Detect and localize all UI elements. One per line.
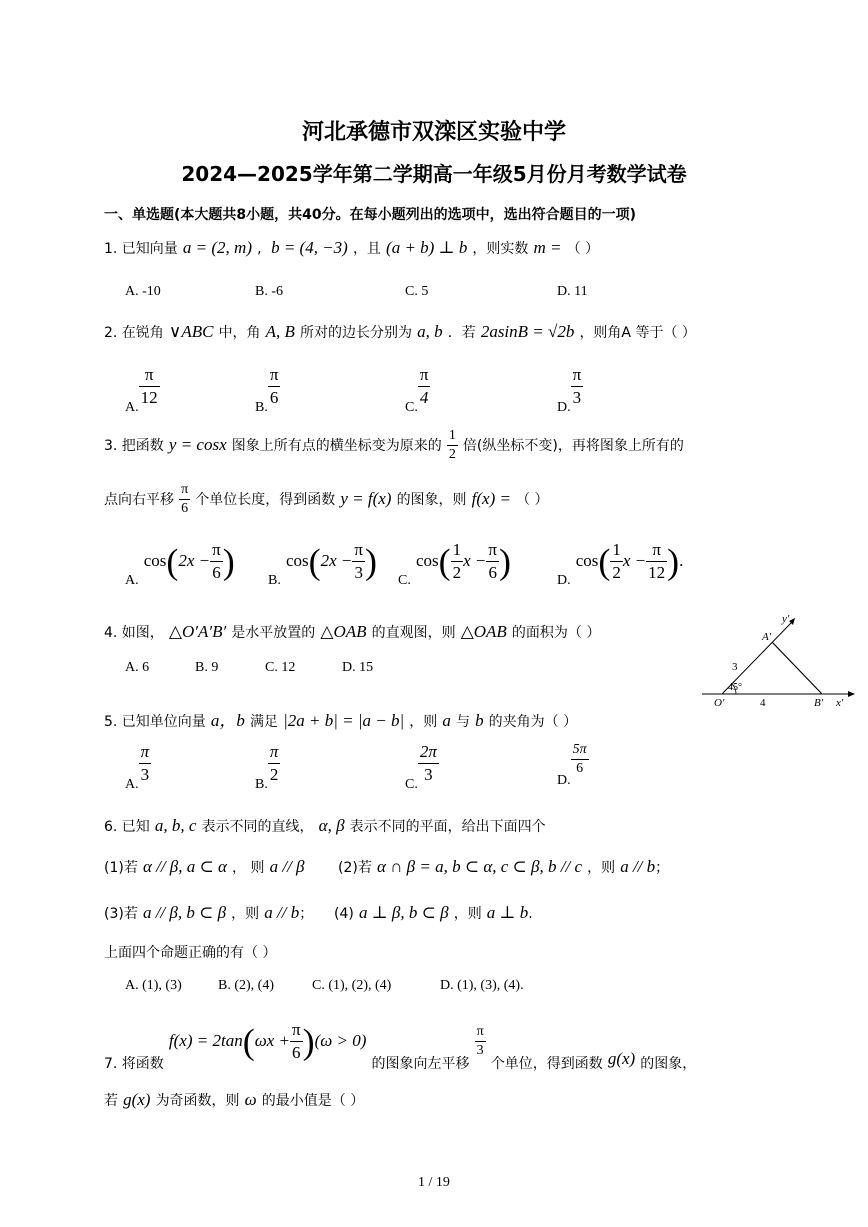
q7-tail: 的图象， bbox=[640, 1056, 697, 1072]
question-7: 7. 将函数 f(x) = 2tan(ωx + $\frac{\pi}{6}$ )(ω > 0) 的图象向左平移 $\frac{\pi}{3}$ 个单位，得到函数 g(x) 的图象， bbox=[104, 1020, 697, 1072]
q5-tail-mid: 与 bbox=[455, 714, 470, 730]
q2-mid3: ．若 bbox=[447, 325, 476, 341]
q2-option-c[interactable]: C. $\frac{\pi}{4}$ bbox=[405, 365, 429, 415]
q1-vec-a: a = (2, m) bbox=[182, 238, 252, 257]
q7-mid: 的图象向左平移 bbox=[371, 1056, 470, 1072]
q2-sides: a, b bbox=[417, 322, 443, 341]
q3-func: y = cosx bbox=[168, 435, 227, 454]
q2-option-d[interactable]: D. $\frac{\pi}{3}$ bbox=[557, 365, 582, 415]
side-label: 3 bbox=[732, 661, 738, 673]
q3-half: $\frac{1}{2}$ bbox=[448, 428, 456, 462]
q3-tail: 倍(纵坐标不变)，再将图象上所有的 bbox=[462, 438, 684, 454]
section-title: 一、单选题(本大题共8小题，共40分。在每小题列出的选项中，选出符合题目的一项) bbox=[104, 207, 637, 223]
q6-planes: α, β bbox=[318, 816, 345, 835]
question-1: 1. 已知向量 a = (2, m) , b = (4, −3) ，且 (a + b) ⊥ b ，则实数 m = （ ） bbox=[104, 238, 600, 257]
q2-equation: 2asinB = √2b bbox=[480, 322, 575, 341]
q6-mid: 表示不同的直线， bbox=[201, 819, 314, 835]
q3-f-ask: f(x) = bbox=[471, 489, 511, 508]
point-a-label: A′ bbox=[762, 631, 772, 643]
question-2 bbox=[104, 322, 696, 342]
q2-angles: A, B bbox=[265, 322, 295, 341]
q1-prefix: 1. 已知向量 bbox=[104, 241, 178, 257]
q6-option-c[interactable]: C. (1), (2), (4) bbox=[312, 978, 392, 993]
q4-tri2: △OAB bbox=[320, 622, 367, 641]
q5-tail: 的夹角为（ ） bbox=[488, 714, 578, 730]
q1-option-b[interactable]: B. -6 bbox=[255, 284, 283, 299]
q5-mid: 满足 bbox=[250, 714, 278, 730]
q6-proposition-4: (4) a ⊥ β, b ⊂ β ，则 a ⊥ b. bbox=[334, 903, 533, 922]
q1-tail-pre: ，则实数 bbox=[472, 241, 529, 257]
q7-mid2: 个单位，得到函数 bbox=[490, 1056, 603, 1072]
origin-label: O′ bbox=[714, 697, 725, 709]
question-3 bbox=[104, 428, 684, 463]
q4-tri1: △O′A′B′ bbox=[168, 622, 227, 641]
q6-proposition-3: (3)若 a // β, b ⊂ β ，则 a // b； bbox=[104, 903, 314, 922]
school-title: 河北承德市双滦区实验中学 bbox=[301, 120, 566, 145]
q2-prefix: 2. 在锐角 bbox=[104, 325, 164, 341]
q4-mid: 是水平放置的 bbox=[231, 625, 316, 641]
q1-cond-pre: ，且 bbox=[352, 241, 381, 257]
q2-tail: ，则角A 等于（ ） bbox=[579, 325, 696, 341]
q5-option-a[interactable]: A. $\frac{\pi}{3}$ bbox=[125, 742, 150, 792]
q5-va: a bbox=[442, 711, 451, 730]
question-5 bbox=[104, 706, 577, 731]
q3-line2-pre: 点向右平移 bbox=[104, 492, 174, 508]
q5-option-d[interactable]: D. $\frac{5\pi}{6}$ bbox=[557, 742, 587, 788]
q1-tail: （ ） bbox=[566, 241, 600, 257]
q2-option-b[interactable]: B. $\frac{\pi}{6}$ bbox=[255, 365, 279, 415]
q7-g: g(x) bbox=[607, 1049, 636, 1068]
q6-option-d[interactable]: D. (1), (3), (4). bbox=[440, 978, 524, 993]
q4-mid2: 的直观图，则 bbox=[371, 625, 456, 641]
q6-prefix: 6. 已知 bbox=[104, 819, 150, 835]
question-3-line2 bbox=[104, 482, 549, 517]
q6-tail: 表示不同的平面，给出下面四个 bbox=[349, 819, 546, 835]
q2-triangle: ∨ABC bbox=[168, 322, 214, 341]
q3-shift: $\frac{\pi}{6}$ bbox=[181, 482, 189, 516]
q5-equation: |2a + b| = |a − b| bbox=[283, 711, 405, 730]
q3-line2-mid: 个单位长度，得到函数 bbox=[195, 492, 336, 508]
q4-option-c[interactable]: C. 12 bbox=[265, 660, 296, 675]
q1-cond: (a + b) ⊥ b bbox=[386, 238, 468, 257]
q5-option-b[interactable]: B. $\frac{\pi}{2}$ bbox=[255, 742, 279, 792]
q4-tri3: △OAB bbox=[460, 622, 507, 641]
q4-option-a[interactable]: A. 6 bbox=[125, 660, 150, 675]
q6-option-b[interactable]: B. (2), (4) bbox=[218, 978, 274, 993]
q7-shift: $\frac{\pi}{3}$ bbox=[476, 1024, 484, 1058]
question-4 bbox=[104, 622, 600, 642]
q2-mid1: 中，角 bbox=[218, 325, 261, 341]
q4-figure bbox=[700, 610, 860, 715]
q6-lines: a, b, c bbox=[154, 816, 197, 835]
q6-option-a[interactable]: A. (1), (3) bbox=[125, 978, 182, 993]
q5-prefix: 5. 已知单位向量 bbox=[104, 714, 206, 730]
x-axis-label: x′ bbox=[836, 697, 844, 709]
q3-prefix: 3. 把函数 bbox=[104, 438, 164, 454]
q6-question: 上面四个命题正确的有（ ） bbox=[104, 945, 277, 961]
q1-option-d[interactable]: D. 11 bbox=[557, 284, 588, 299]
page-number: 1 / 19 bbox=[418, 1175, 450, 1190]
q6-proposition-1: (1)若 α // β, a ⊂ α ， 则 a // β bbox=[104, 857, 305, 876]
q5-vectors: a，b bbox=[210, 711, 245, 730]
q4-prefix: 4. 如图， bbox=[104, 625, 164, 641]
q4-option-d[interactable]: D. 15 bbox=[342, 660, 374, 675]
q5-option-c[interactable]: C. $\frac{2\pi}{3}$ bbox=[405, 742, 437, 792]
point-b-label: B′ bbox=[814, 697, 824, 709]
q1-option-a[interactable]: A. -10 bbox=[125, 284, 161, 299]
q5-vb: b bbox=[475, 711, 484, 730]
q3-option-c[interactable]: C. cos( $\frac{1}{2}$ x − $\frac{\pi}{6}$ ) bbox=[398, 540, 511, 588]
q3-option-a[interactable]: A. cos(2x − $\frac{\pi}{6}$ ) bbox=[125, 540, 235, 588]
question-7-line2: 若 g(x) 为奇函数，则 ω 的最小值是（ ） bbox=[104, 1090, 365, 1109]
angle-label: 45° bbox=[728, 682, 742, 693]
exam-title: 2024—2025学年第二学期高一年级5月份月考数学试卷 bbox=[181, 162, 687, 186]
q1-m: m = bbox=[533, 238, 562, 257]
q7-func: f(x) = 2tan bbox=[168, 1031, 243, 1050]
q3-option-d[interactable]: D. cos( $\frac{1}{2}$ x − $\frac{\pi}{12}$ ). bbox=[557, 540, 684, 588]
q3-line2-mid2: 的图象，则 bbox=[396, 492, 467, 508]
q5-tail-pre: ，则 bbox=[409, 714, 438, 730]
segment-ab bbox=[772, 642, 822, 694]
q7-prefix: 7. 将函数 bbox=[104, 1056, 164, 1072]
base-label: 4 bbox=[760, 697, 766, 709]
q4-tail: 的面积为（ ） bbox=[511, 625, 601, 641]
q6-proposition-2: (2)若 α ∩ β = a, b ⊂ α, c ⊂ β, b // c ，则 a // b； bbox=[338, 857, 670, 876]
q1-option-c[interactable]: C. 5 bbox=[405, 284, 429, 299]
q2-option-a[interactable]: A. $\frac{\pi}{12}$ bbox=[125, 365, 158, 415]
q3-line2-tail: （ ） bbox=[516, 492, 549, 508]
q3-mid: 图象上所有点的横坐标变为原来的 bbox=[231, 438, 442, 454]
x-axis bbox=[702, 691, 855, 697]
q3-f-eq: y = f(x) bbox=[340, 489, 392, 508]
q3-option-b[interactable]: B. cos(2x − $\frac{\pi}{3}$ ) bbox=[268, 540, 377, 588]
q1-vec-b: b = (4, −3) bbox=[271, 238, 348, 257]
y-axis-label: y′ bbox=[782, 613, 790, 625]
question-6 bbox=[104, 816, 546, 836]
q2-mid2: 所对的边长分别为 bbox=[300, 325, 413, 341]
q4-option-b[interactable]: B. 9 bbox=[195, 660, 219, 675]
